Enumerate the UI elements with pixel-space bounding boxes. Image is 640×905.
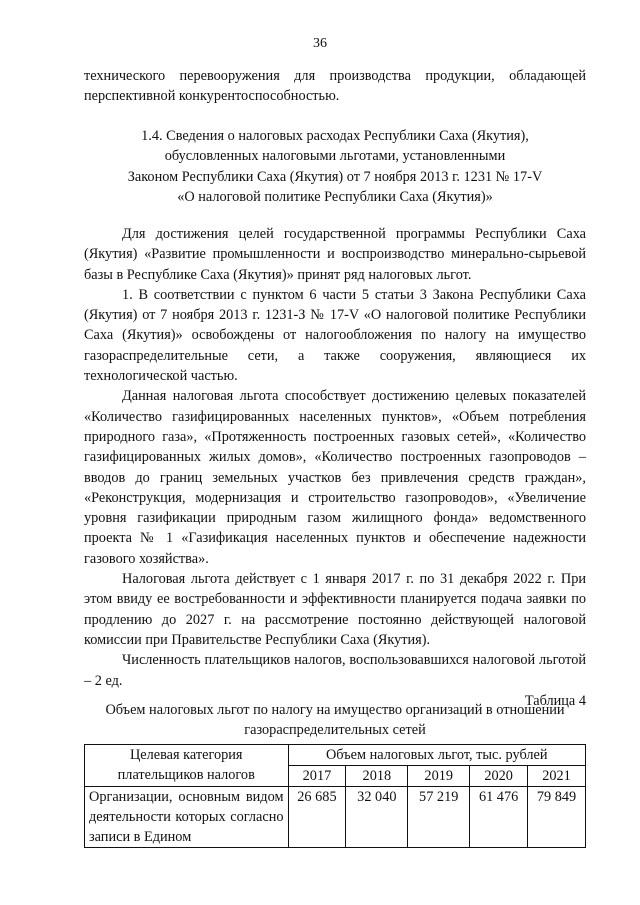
table-title: Объем налоговых льгот по налогу на имущество организаций в отношении газораспределительных сетей bbox=[105, 702, 565, 739]
table-label: Таблица 4 bbox=[524, 692, 586, 709]
paragraph-goals: Для достижения целей государственной программы Республики Саха (Якутия) «Развитие промышленности и воспроизводство минерально-сырьевой базы в Республике Саха (Якутия)» принят ряд налоговых льгот. bbox=[84, 226, 586, 283]
year-header: 2020 bbox=[470, 766, 528, 787]
body-text bbox=[84, 224, 586, 711]
value-cell: 79 849 bbox=[528, 787, 586, 848]
intro-paragraph: технического перевооружения для производства продукции, обладающей перспективной конкурентоспособностью. bbox=[84, 68, 586, 105]
value-cell: 57 219 bbox=[408, 787, 470, 848]
value-cell: 26 685 bbox=[288, 787, 346, 848]
value-cell: 61 476 bbox=[470, 787, 528, 848]
heading-line-1: 1.4. Сведения о налоговых расходах Республики Саха (Якутия), bbox=[141, 128, 529, 144]
table-title-block bbox=[84, 700, 586, 741]
value-cell: 32 040 bbox=[346, 787, 408, 848]
heading-line-2: обусловленных налоговыми льготами, установленными bbox=[164, 148, 506, 165]
col-header-category: Целевая категория плательщиков налогов bbox=[85, 745, 289, 787]
year-header: 2017 bbox=[288, 766, 346, 787]
tax-benefits-table bbox=[84, 744, 586, 848]
table-header-row bbox=[85, 745, 586, 766]
paragraph-payers-count: Численность плательщиков налогов, воспользовавшихся налоговой льготой – 2 ед. bbox=[84, 652, 586, 689]
year-header: 2021 bbox=[528, 766, 586, 787]
heading-line-3: Законом Республики Саха (Якутия) от 7 ноября 2013 г. 1231 № 17-V bbox=[127, 168, 543, 185]
year-header: 2018 bbox=[346, 766, 408, 787]
paragraph-validity: Налоговая льгота действует с 1 января 2017 г. по 31 декабря 2022 г. При этом ввиду ее востребованности и эффективности планируется подача заявки по продлению до 2027 г. на рассмотрение постоянно действующей налоговой комиссии при Правительстве Республики Саха (Якутия). bbox=[84, 571, 586, 648]
section-heading bbox=[84, 126, 586, 207]
page-number: 36 bbox=[313, 36, 327, 51]
heading-line-4: «О налоговой политике Республики Саха (Якутия)» bbox=[177, 188, 493, 205]
table-row bbox=[85, 787, 586, 848]
col-header-benefits-group: Объем налоговых льгот, тыс. рублей bbox=[288, 745, 586, 766]
intro-paragraph-block bbox=[84, 66, 586, 107]
paragraph-exemption: 1. В соответствии с пунктом 6 части 5 статьи 3 Закона Республики Саха (Якутия) от 7 ноября 2013 г. 1231-З № 17-V «О налоговой политике Республики Саха (Якутия)» освобождены от налогообложения по налогу на имущество газораспределительные сети, а также сооружения, являющиеся их технологической частью. bbox=[84, 286, 586, 385]
paragraph-indicators: Данная налоговая льгота способствует достижению целевых показателей «Количество газифицированных населенных пунктов», «Объем потребления природного газа», «Протяженность построенных газовых сетей», «Количество газифицированных жилых домов», «Количество построенных газопроводов – вводов до границ земельных участков без привлечения средств граждан», «Реконструкция, модернизация и строительство газопроводов», «Увеличение уровня газификации природным газом жилищного фонда» ведомственного проекта № 1 «Газификация населенных пунктов и обеспечение надежности газового хозяйства». bbox=[84, 388, 586, 567]
row-category-label: Организации, основным видом деятельности которых согласно записи в Едином bbox=[85, 787, 289, 848]
year-header: 2019 bbox=[408, 766, 470, 787]
